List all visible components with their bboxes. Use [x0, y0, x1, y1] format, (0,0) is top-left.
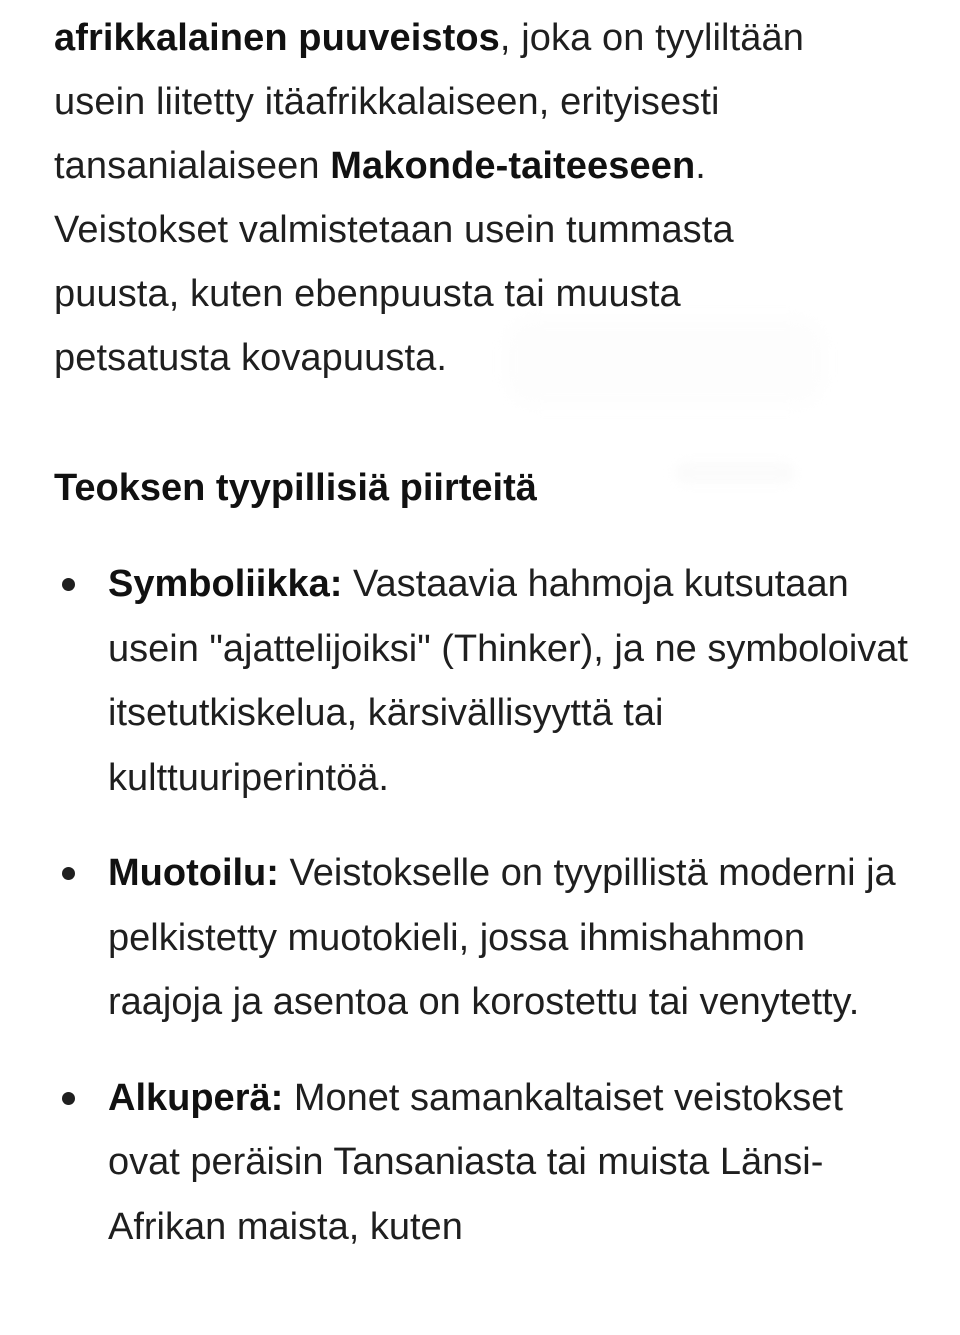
feature-text: Veistokselle on tyypillistä moderni ja pelkistetty muotokieli, jossa ihmishahmon raajoja ja asentoa on korostettu tai venytetty. — [108, 852, 896, 1023]
intro-bold-art-style: Makonde-taiteeseen — [330, 145, 696, 187]
bullet-icon — [62, 1092, 75, 1105]
feature-text: Monet samankaltaiset veistokset ovat peräisin Tansaniasta tai muista Länsi-Afrikan maista, kuten — [108, 1076, 843, 1248]
feature-term: Muotoilu: — [108, 852, 279, 894]
bullet-icon — [62, 867, 75, 880]
section-heading: Teoksen tyypillisiä piirteitä — [54, 467, 537, 509]
feature-term: Symboliikka: — [108, 563, 343, 605]
intro-text: , joka on tyyliltään usein liitetty itäafrikkalaiseen, erityisesti tansanialaiseen — [54, 17, 804, 187]
intro-paragraph — [54, 6, 854, 390]
feature-list — [54, 552, 914, 1290]
feature-text: Vastaavia hahmoja kutsutaan usein "ajattelijoiksi" (Thinker), ja ne symboloivat itsetutkiskelua, kärsivällisyyttä tai kulttuuriperintöä. — [108, 563, 908, 799]
article-body — [54, 6, 934, 1248]
list-item — [54, 841, 914, 1035]
feature-term: Alkuperä: — [108, 1076, 284, 1119]
background-smudge-small — [675, 462, 795, 484]
list-item — [54, 552, 914, 810]
intro-bold-term: afrikkalainen puuveistos — [54, 17, 500, 59]
list-item — [54, 1066, 914, 1260]
bullet-icon — [62, 578, 75, 591]
intro-text-continued: . Veistokset valmistetaan usein tummasta puusta, kuten ebenpuusta tai muusta petsatusta kovapuusta. — [54, 145, 734, 379]
